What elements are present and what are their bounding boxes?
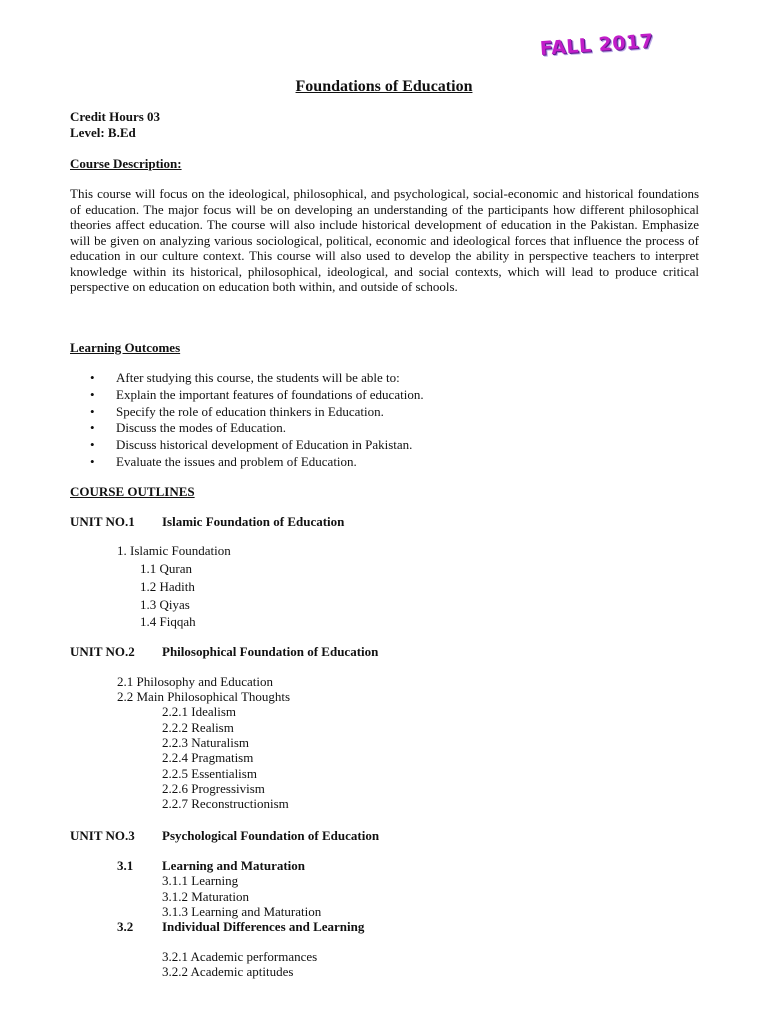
level: Level: B.Ed (70, 125, 136, 140)
unit-title: Philosophical Foundation of Education (162, 644, 379, 659)
list-item: 3.1.3 Learning and Maturation (162, 904, 322, 919)
list-item: 2.2.5 Essentialism (162, 766, 257, 781)
credit-hours: Credit Hours 03 (70, 109, 161, 124)
list-item: 1.1 Quran (140, 561, 192, 576)
list-item: 3.1.1 Learning (162, 873, 239, 888)
bullet-icon: • (90, 420, 95, 436)
list-item: 3.2.2 Academic aptitudes (162, 964, 294, 979)
list-item: • Discuss historical development of Education in Pakistan. (90, 437, 413, 453)
bullet-icon: • (90, 386, 95, 402)
unit-1-heading (70, 514, 344, 530)
course-outlines-heading: COURSE OUTLINES (70, 484, 195, 499)
unit-number: UNIT NO.3 (70, 828, 135, 843)
bullet-icon: • (90, 403, 95, 419)
unit-title: Islamic Foundation of Education (162, 514, 345, 529)
list-item: 2.2.7 Reconstructionism (162, 796, 289, 811)
learning-outcomes-heading: Learning Outcomes (70, 340, 181, 355)
list-item: 1.4 Fiqqah (140, 614, 196, 629)
section-number: 3.1 (117, 858, 134, 873)
unit-number: UNIT NO.1 (70, 514, 135, 529)
list-item: 1.3 Qiyas (140, 597, 190, 612)
list-item: 2.2.3 Naturalism (162, 735, 250, 750)
section-title: Individual Differences and Learning (162, 919, 365, 934)
unit-title: Psychological Foundation of Education (162, 828, 380, 843)
unit-1-item: 1. Islamic Foundation (117, 543, 231, 558)
unit-number: UNIT NO.2 (70, 644, 135, 659)
course-description: This course will focus on the ideological, philosophical, and psychological, social-economic and historical foundations of education. The major focus will be on developing an understanding of the participants how different philosophical theories affect education. The course will also include historical development of education in the Pakistan. Emphasize will be given on analyzing various sociological, political, economic and ideological forces that influence the process of education in our culture context. This course will also used to develop the ability in perspective teachers to interpret knowledge within its historical, philosophical, ideological, and social contexts, which will lead to produce critical perspective on education on education both within, and outside of schools. (70, 186, 699, 294)
list-item: 3.2.1 Academic performances (162, 949, 318, 964)
section-number: 3.2 (117, 919, 134, 934)
list-item: 2.2.1 Idealism (162, 704, 237, 719)
list-item: 2.2.2 Realism (162, 720, 234, 735)
learning-outcomes-list (70, 370, 424, 471)
list-item: • Explain the important features of foundations of education. (90, 386, 424, 402)
unit-3-heading (70, 828, 379, 844)
bullet-icon: • (90, 370, 95, 385)
bullet-icon: • (90, 437, 95, 453)
list-item: 2.2.6 Progressivism (162, 781, 265, 796)
list-item: 3.1.2 Maturation (162, 889, 250, 904)
list-item: 2.2.4 Pragmatism (162, 750, 254, 765)
unit-2-heading (70, 644, 378, 660)
section-title: Learning and Maturation (162, 858, 306, 873)
bullet-icon: • (90, 453, 95, 469)
list-item: 2.1 Philosophy and Education (117, 674, 273, 689)
list-item: • Specify the role of education thinkers in Education. (90, 403, 384, 419)
list-item: 1.2 Hadith (140, 579, 195, 594)
list-item: • Evaluate the issues and problem of Education. (90, 453, 357, 469)
course-description-heading: Course Description: (70, 156, 182, 171)
fall-2017-badge: FALL 2017 (539, 30, 655, 60)
list-item: • After studying this course, the students will be able to: (90, 370, 400, 385)
page-title: Foundations of Education (295, 78, 473, 95)
list-item: • Discuss the modes of Education. (90, 420, 287, 436)
list-item: 2.2 Main Philosophical Thoughts (117, 689, 291, 704)
